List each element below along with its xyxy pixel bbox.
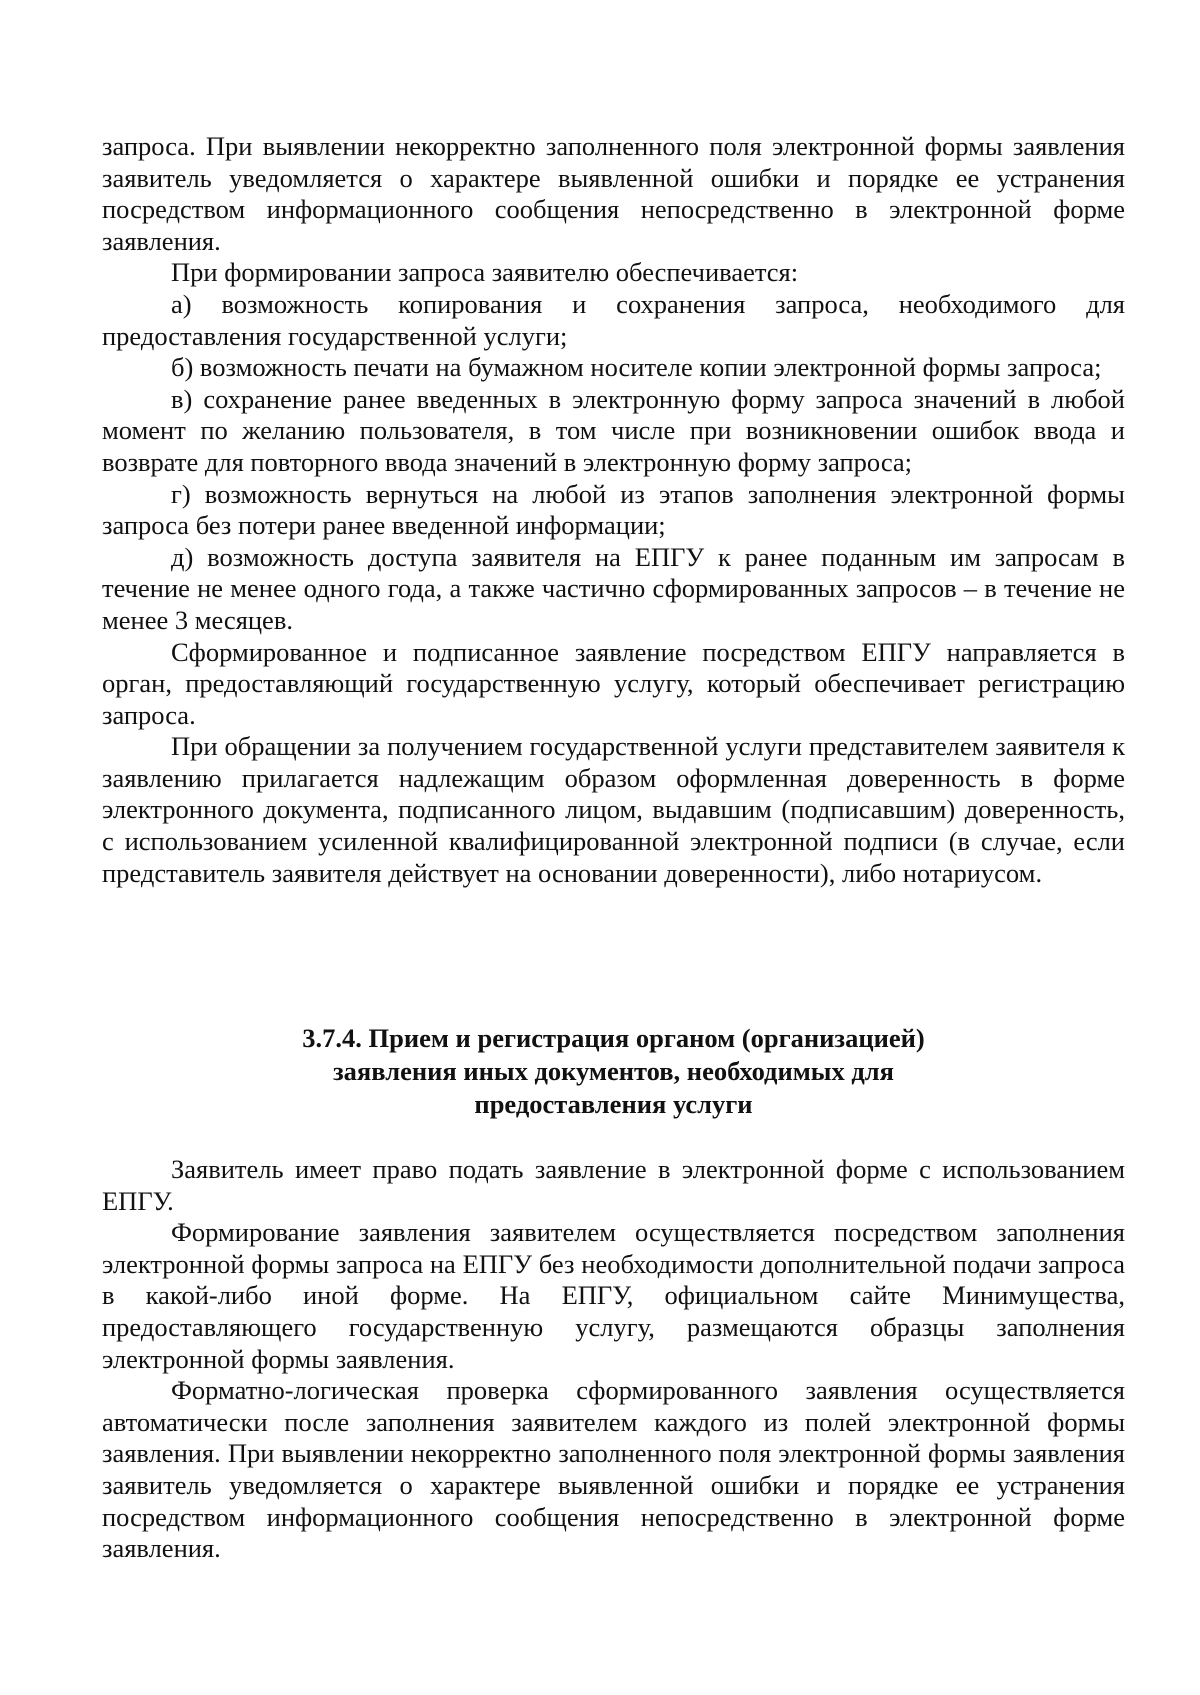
paragraph: Форматно-логическая проверка сформированного заявления осуществляется автоматически после заполнения заявителем каждого из полей электронной формы заявления. При выявлении некорректно заполненного поля электронной формы заявления заявитель уведомляется о характере выявленной ошибки и порядке ее устранения посредством информационного сообщения непосредственно в электронной форме заявления. — [102, 1375, 1125, 1564]
paragraph: Заявитель имеет право подать заявление в электронной форме с использованием ЕПГУ. — [102, 1154, 1125, 1216]
section-heading-line: предоставления услуги — [474, 1089, 753, 1119]
paragraph: При формировании запроса заявителю обеспечивается: — [171, 257, 799, 288]
section-heading-line: заявления иных документов, необходимых для — [333, 1056, 894, 1086]
list-item-a: а) возможность копирования и сохранения запроса, необходимого для предоставления государственной услуги; — [102, 288, 1125, 351]
section-heading-line: 3.7.4. Прием и регистрация органом (организацией) — [302, 1023, 925, 1053]
paragraph: запроса. При выявлении некорректно заполненного поля электронной формы заявления заявитель уведомляется о характере выявленной ошибки и порядке ее устранения посредством информационного сообщения непосредственно в электронной форме заявления. — [102, 131, 1125, 256]
body-text-top — [102, 131, 1125, 889]
list-item-b: б) возможность печати на бумажном носителе копии электронной формы запроса; — [171, 352, 1102, 383]
list-item-c: в) сохранение ранее введенных в электронную форму запроса значений в любой момент по желанию пользователя, в том числе при возникновении ошибок ввода и возврате для повторного ввода значений в электронную форму запроса; — [102, 383, 1125, 477]
paragraph: Сформированное и подписанное заявление посредством ЕПГУ направляется в орган, предоставляющий государственную услугу, который обеспечивает регистрацию запроса. — [102, 636, 1125, 730]
section-heading — [102, 1022, 1125, 1121]
list-item-e: д) возможность доступа заявителя на ЕПГУ к ранее поданным им запросам в течение не менее одного года, а также частично сформированных запросов – в течение не менее 3 месяцев. — [102, 541, 1125, 635]
paragraph: При обращении за получением государственной услуги представителем заявителя к заявлению прилагается надлежащим образом оформленная доверенность в форме электронного документа, подписанного лицом, выдавшим (подписавшим) доверенность, с использованием усиленной квалифицированной электронной подписи (в случае, если представитель заявителя действует на основании доверенности), либо нотариусом. — [102, 731, 1125, 888]
body-text-bottom — [102, 1154, 1125, 1565]
list-item-d: г) возможность вернуться на любой из этапов заполнения электронной формы запроса без потери ранее введенной информации; — [102, 478, 1125, 541]
paragraph: Формирование заявления заявителем осуществляется посредством заполнения электронной формы запроса на ЕПГУ без необходимости дополнительной подачи запроса в какой-либо иной форме. На ЕПГУ, официальном сайте Минимущества, предоставляющего государственную услугу, размещаются образцы заполнения электронной формы заявления. — [102, 1217, 1125, 1374]
